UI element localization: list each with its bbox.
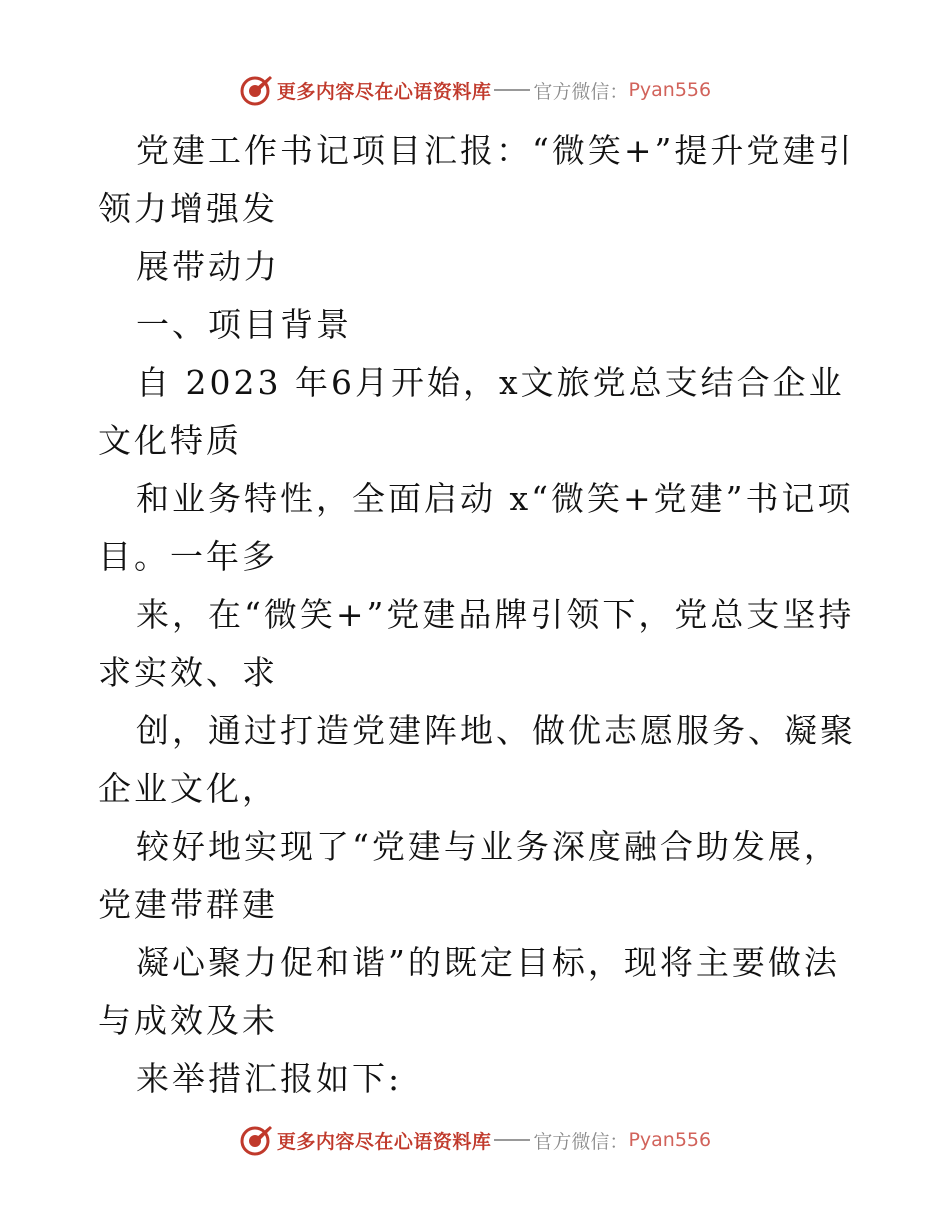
watermark-brand-text: 更多内容尽在心语资料库 [276,80,492,103]
paragraph-line: 化特质 [134,421,242,460]
paragraph-line: 求实效、求 [98,653,278,692]
paragraph [98,354,858,470]
paragraph-line: 凝心聚力促和谐”的既定目标，现将主要做法与 [98,943,840,1040]
watermark-dash [494,89,530,91]
watermark-contact-id: Pyan556 [628,1129,712,1151]
paragraph-line: 来，在“微笑+”党建品牌引领下，党总支坚持 [136,595,855,634]
paragraph [98,1050,858,1108]
paragraph [98,702,858,818]
paragraph-line: 一、项目背景 [136,305,352,344]
watermark-contact-label: 官方微信： [533,80,629,103]
paragraph-line: 目。一年多 [98,537,278,576]
watermark-brand-text: 更多内容尽在心语资料库 [276,1130,492,1153]
paragraph [98,586,858,702]
document-body [98,122,858,1108]
watermark-contact-id: Pyan556 [628,79,712,101]
paragraph-line: 较好地实现了“党建与业务深度融合助发展，党 [98,827,840,924]
paragraph-line: 党建工作书记项目汇报：“微笑+”提升党建引 [136,131,855,170]
paragraph-line: 来举措汇报如下: [136,1059,403,1098]
paragraph-line: 创，通过打造党建阵地、做优志愿服务、凝聚企 [98,711,856,808]
paragraph-line: 自 2023 年6月开始，x文旅党总支结合企业文 [98,363,845,460]
paragraph-title-cont [98,238,858,296]
paragraph [98,818,858,934]
paragraph-line: 业文化， [134,769,278,808]
pen-logo-icon [239,73,273,107]
header-watermark [0,70,950,110]
paragraph-line: 领力增强发 [98,189,278,228]
paragraph-title [98,122,858,238]
paragraph [98,934,858,1050]
watermark-contact-label: 官方微信： [533,1130,629,1153]
paragraph-line: 和业务特性，全面启动 x“微笑+党建”书记项 [136,479,854,518]
paragraph-line: 成效及未 [134,1001,278,1040]
paragraph-line: 展带动力 [136,247,280,286]
watermark-dash [494,1139,530,1141]
footer-watermark [0,1120,950,1160]
paragraph [98,470,858,586]
paragraph-line: 建带群建 [134,885,278,924]
pen-logo-icon [239,1123,273,1157]
section-heading [98,296,858,354]
